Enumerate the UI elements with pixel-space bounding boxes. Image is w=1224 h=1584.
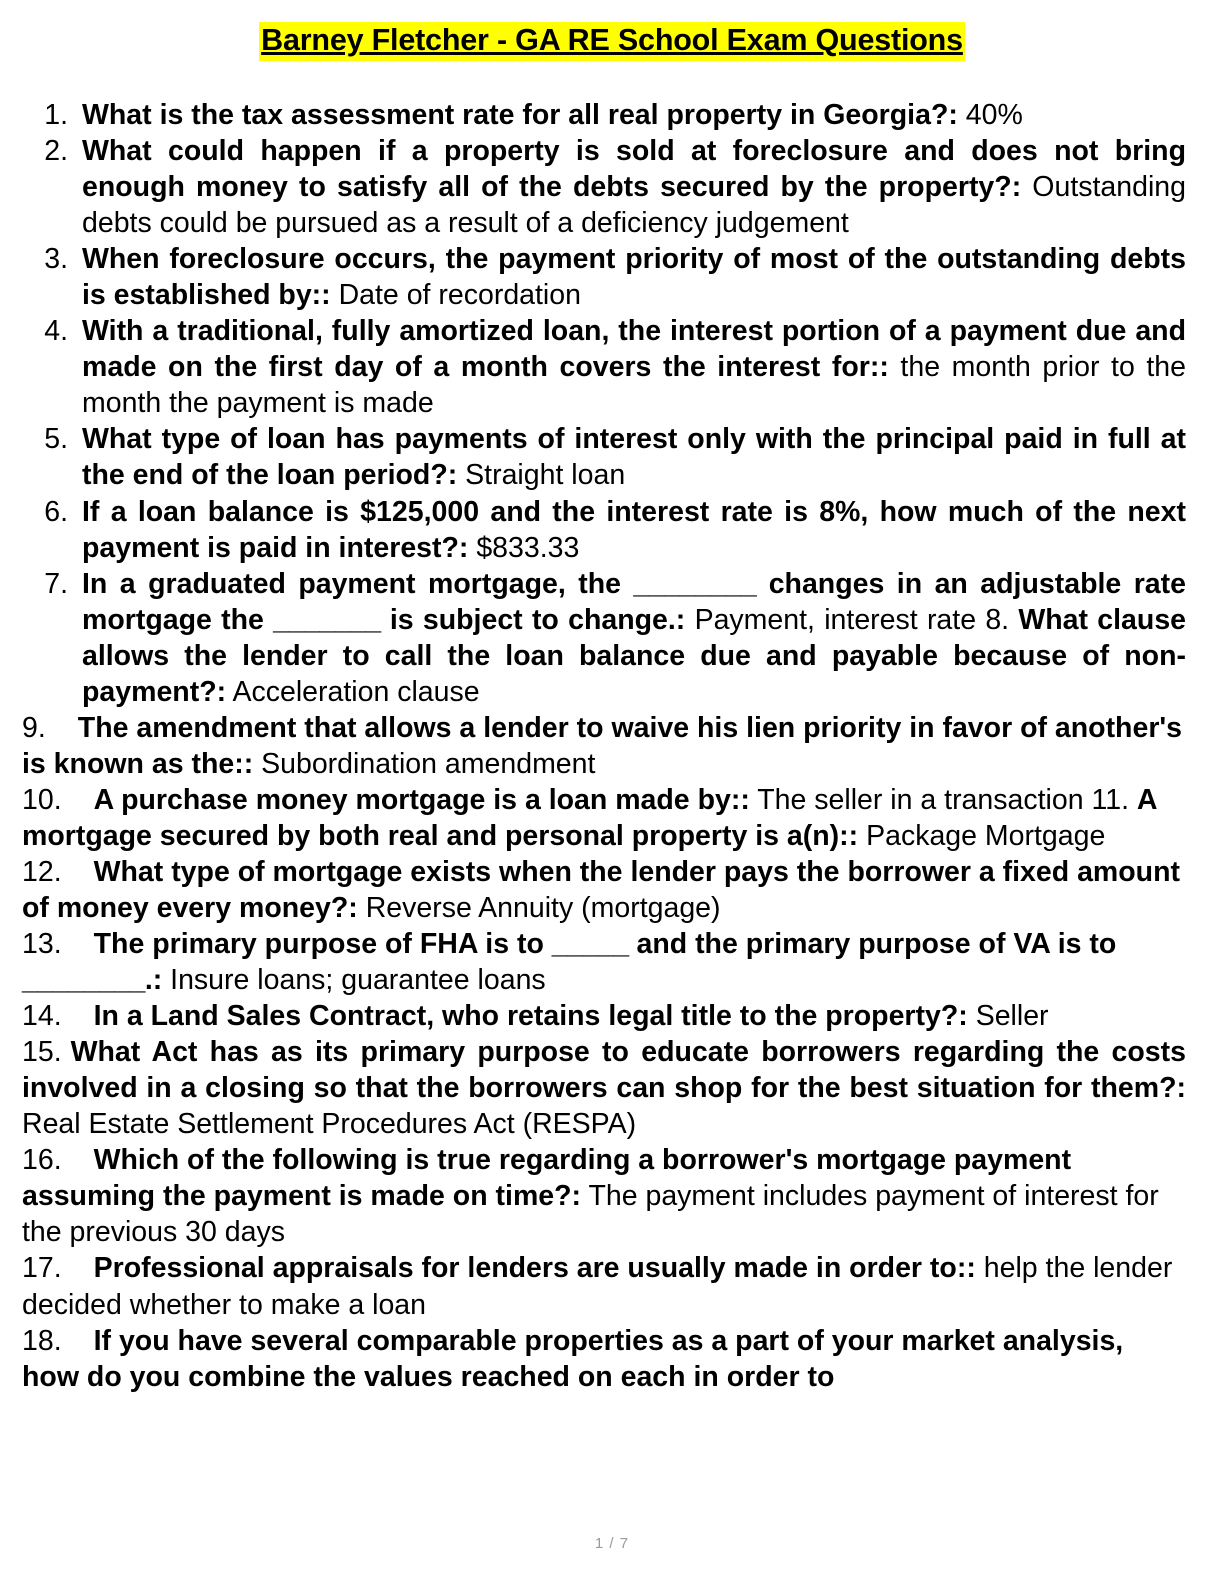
question-item	[22, 1250, 1186, 1322]
question-text-part1: The primary purpose of FHA is to	[93, 928, 552, 961]
question-text-part1: A purchase money mortgage is a loan made by::	[93, 783, 750, 816]
question-item	[22, 710, 1186, 782]
question-number: 9.	[22, 711, 46, 744]
question-text: What type of mortgage exists when the lender pays the borrower a fixed amount of money every money?:	[22, 855, 1180, 925]
fill-in-blank: _____	[551, 928, 629, 961]
question-item	[22, 494, 1186, 566]
question-text: What type of loan has payments of interest only with the principal paid in full at the end of the loan period?:	[82, 423, 1186, 492]
question-text-part3: is subject to change.:	[380, 603, 686, 636]
answer-text: Insure loans; guarantee loans	[170, 964, 546, 997]
answer-text-part1: The seller in a transaction	[749, 783, 1092, 816]
question-text: If you have several comparable properties as a part of your market analysis, how do you combine the values reached on each in order to	[22, 1324, 1124, 1393]
answer-text: 40%	[965, 98, 1023, 131]
answer-text: $833.33	[476, 531, 580, 564]
question-number: 16.	[22, 1144, 62, 1177]
question-number: 12.	[22, 855, 62, 888]
question-item	[22, 133, 1186, 241]
question-text-part1: In a graduated payment mortgage, the	[82, 567, 634, 600]
question-number: 3.	[44, 243, 68, 276]
question-item	[22, 998, 1186, 1034]
answer-text-part2: Acceleration clause	[232, 675, 480, 708]
question-number: 5.	[44, 423, 68, 456]
fill-in-blank: _______	[273, 603, 381, 636]
question-text-part2: changes in an adjustable rate mortgage the	[82, 567, 1186, 636]
answer-text: Straight loan	[465, 459, 626, 492]
question-number-secondary: 11.	[1091, 783, 1129, 816]
question-item	[22, 1142, 1186, 1250]
question-item	[22, 566, 1186, 710]
question-item	[22, 313, 1186, 421]
question-number: 18.	[22, 1324, 62, 1357]
question-text-part2: A mortgage secured by both real and personal property is a(n)::	[22, 783, 1157, 852]
answer-text: Reverse Annuity (mortgage)	[365, 892, 721, 925]
question-text-part2: and the primary purpose of VA is to	[628, 928, 1117, 961]
question-text: The amendment that allows a lender to waive his lien priority in favor of another's is known as the::	[22, 711, 1183, 780]
question-text: In a Land Sales Contract, who retains legal title to the property?:	[93, 1000, 968, 1033]
question-text-part3: .:	[144, 964, 163, 997]
question-number: 1.	[44, 98, 68, 131]
question-item	[22, 854, 1186, 926]
question-item	[22, 926, 1186, 998]
question-number: 2.	[44, 135, 68, 168]
question-text: Which of the following is true regarding a borrower's mortgage payment assuming the payment is made on time?:	[22, 1144, 1072, 1213]
question-number: 13.	[22, 928, 62, 961]
question-item	[22, 782, 1186, 854]
question-text: When foreclosure occurs, the payment priority of most of the outstanding debts is established by::	[82, 243, 1186, 312]
question-number: 7.	[44, 567, 68, 600]
question-text: What is the tax assessment rate for all real property in Georgia?:	[82, 98, 958, 131]
answer-text: The payment includes payment of interest for the previous 30 days	[22, 1180, 1159, 1249]
answer-text: the month prior to the month the payment is made	[82, 351, 1187, 420]
answer-text-part2: Package Mortgage	[866, 819, 1106, 852]
question-number: 15.	[22, 1036, 62, 1069]
fill-in-blank: ________	[22, 964, 145, 997]
page-footer	[0, 1535, 1224, 1552]
question-text-part4: What clause allows the lender to call the loan balance due and payable because of non-payment?:	[82, 603, 1187, 708]
question-number: 14.	[22, 1000, 62, 1033]
page-number: 1 / 7	[594, 1535, 630, 1552]
question-item	[22, 1323, 1186, 1395]
question-text: What Act has as its primary purpose to educate borrowers regarding the costs involved in a closing so that the borrowers can shop for the best situation for them?:	[22, 1036, 1186, 1105]
question-item	[22, 97, 1186, 133]
question-item	[22, 1034, 1186, 1142]
question-text: If a loan balance is $125,000 and the interest rate is 8%, how much of the next payment is paid in interest?:	[82, 495, 1186, 564]
question-text: Professional appraisals for lenders are usually made in order to::	[93, 1252, 976, 1285]
answer-text: Real Estate Settlement Procedures Act (RESPA)	[22, 1108, 637, 1141]
answer-text-part1: Payment, interest rate 8.	[685, 603, 1010, 636]
page-title-container	[0, 0, 1224, 61]
page-title: Barney Fletcher - GA RE School Exam Questions	[259, 22, 965, 61]
answer-text: Outstanding debts could be pursued as a result of a deficiency judgement	[82, 171, 1186, 240]
question-text: What could happen if a property is sold at foreclosure and does not bring enough money to satisfy all of the debts secured by the property?:	[82, 135, 1186, 204]
question-item	[22, 241, 1186, 313]
answer-text: help the lender decided whether to make a loan	[22, 1252, 1173, 1321]
question-number: 17.	[22, 1252, 62, 1285]
questions-list	[0, 97, 1224, 1395]
question-text: With a traditional, fully amortized loan, the interest portion of a payment due and made on the first day of a month covers the interest for::	[82, 315, 1186, 384]
answer-text: Subordination amendment	[261, 747, 596, 780]
question-number: 10.	[22, 783, 62, 816]
answer-text: Date of recordation	[338, 279, 581, 312]
question-item	[22, 421, 1186, 493]
question-number: 4.	[44, 315, 68, 348]
answer-text: Seller	[975, 1000, 1049, 1033]
fill-in-blank: ________	[633, 567, 757, 600]
question-number: 6.	[44, 495, 68, 528]
